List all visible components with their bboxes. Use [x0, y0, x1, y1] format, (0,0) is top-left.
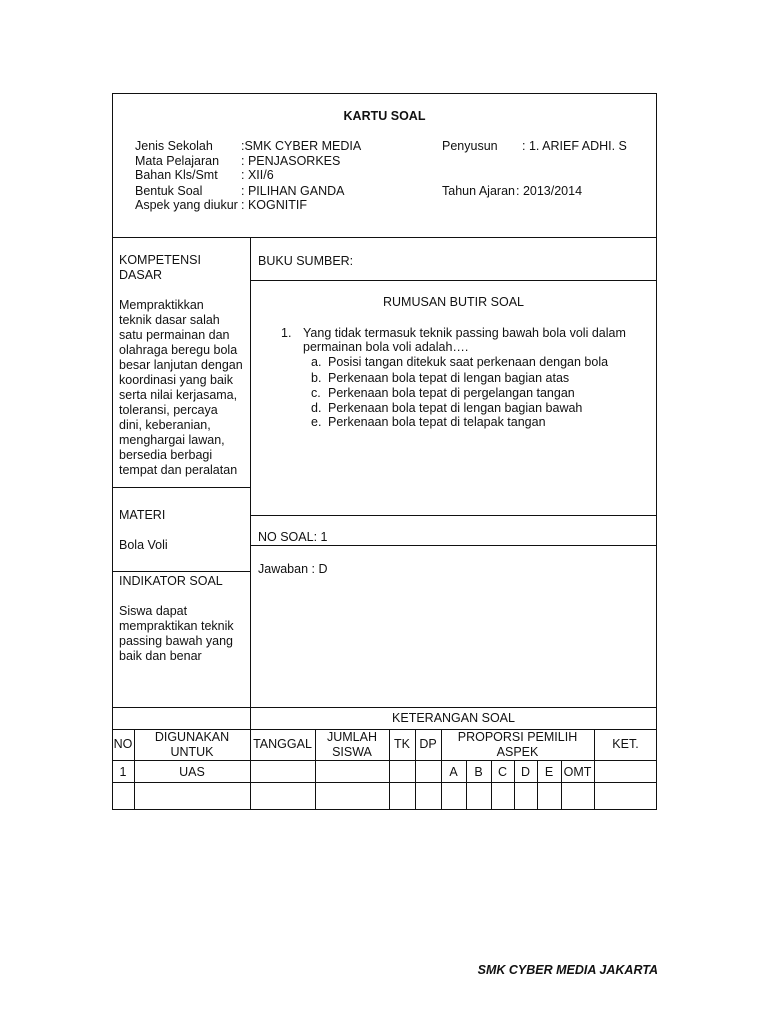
kompetensi-line: serta nilai kerjasama,	[119, 388, 238, 402]
kompetensi-line: toleransi, percaya	[119, 403, 218, 417]
bentuk-soal-value: : PILIHAN GANDA	[241, 184, 345, 198]
question-line-2: permainan bola voli adalah….	[303, 340, 469, 354]
col-tk-header: TK	[394, 737, 410, 751]
table-row2-top	[112, 782, 657, 783]
divider-buku-sumber	[250, 280, 657, 281]
col-jumlah-header-2: SISWA	[332, 745, 372, 759]
kompetensi-line: tempat dan peralatan	[119, 463, 238, 477]
opt-a-header: A	[449, 765, 458, 779]
penyusun-value: : 1. ARIEF ADHI. S	[522, 139, 627, 153]
bentuk-soal-label: Bentuk Soal	[135, 184, 203, 198]
row-digunakan: UAS	[179, 765, 205, 779]
opt-b-header: B	[474, 765, 483, 779]
kompetensi-heading-1: KOMPETENSI	[119, 253, 201, 267]
materi-value: Bola Voli	[119, 538, 168, 552]
option-text-a: Posisi tangan ditekuk saat perkenaan dengan bola	[328, 355, 609, 369]
divider-kompetensi	[112, 487, 250, 488]
table-proporsi-line	[441, 760, 594, 761]
tahun-ajaran-value: : 2013/2014	[516, 184, 583, 198]
tahun-ajaran-label: Tahun Ajaran	[442, 184, 515, 198]
footer-school-name: SMK CYBER MEDIA JAKARTA	[477, 963, 658, 977]
question-number: 1.	[281, 326, 292, 340]
col-digunakan-header-1: DIGUNAKAN	[154, 730, 230, 744]
aspek-value: : KOGNITIF	[241, 198, 307, 212]
bahan-label: Bahan Kls/Smt	[135, 168, 218, 182]
kompetensi-line: olahraga beregu bola	[119, 343, 238, 357]
opt-c-header: C	[497, 765, 508, 779]
kompetensi-line: menghargai lawan,	[119, 433, 225, 447]
opt-d-header: D	[520, 765, 531, 779]
aspek-label: Aspek yang diukur	[135, 198, 238, 212]
divider-materi	[112, 571, 250, 572]
kompetensi-line: besar lanjutan dengan	[119, 358, 243, 372]
indikator-line: mempraktikan teknik	[119, 619, 234, 633]
card-title: KARTU SOAL	[343, 109, 426, 123]
option-text-c: Perkenaan bola tepat di pergelangan tangan	[328, 386, 575, 400]
table-top-line	[112, 707, 657, 708]
mata-pelajaran-label: Mata Pelajaran	[135, 154, 220, 168]
indikator-line: baik dan benar	[119, 649, 202, 663]
question-line-1: Yang tidak termasuk teknik passing bawah bola voli dalam	[303, 326, 626, 340]
option-text-b: Perkenaan bola tepat di lengan bagian atas	[328, 371, 570, 385]
col-dp-header: DP	[419, 737, 437, 751]
col-jumlah-header-1: JUMLAH	[326, 730, 377, 744]
kompetensi-line: dini, keberanian,	[119, 418, 211, 432]
rumusan-heading: RUMUSAN BUTIR SOAL	[383, 295, 524, 309]
indikator-line: passing bawah yang	[119, 634, 233, 648]
col-no-header: NO	[113, 737, 133, 751]
col-digunakan-header-2: UNTUK	[170, 745, 214, 759]
mata-pelajaran-value: : PENJASORKES	[241, 154, 341, 168]
jenis-sekolah-label: Jenis Sekolah	[135, 139, 213, 153]
buku-sumber-label: BUKU SUMBER:	[258, 254, 354, 268]
col-proporsi-header-1: PROPORSI PEMILIH	[457, 730, 578, 744]
penyusun-label: Penyusun	[442, 139, 498, 153]
row-no: 1	[119, 765, 127, 779]
option-letter-c: c.	[311, 386, 321, 400]
materi-heading: MATERI	[119, 508, 166, 522]
option-letter-d: d.	[311, 401, 322, 415]
no-soal-label: NO SOAL: 1	[258, 530, 328, 544]
col-ket-header: KET.	[612, 737, 639, 751]
indikator-heading: INDIKATOR SOAL	[119, 574, 223, 588]
kompetensi-line: teknik dasar salah	[119, 313, 220, 327]
table-row1-top-ket	[594, 760, 657, 761]
col-proporsi-header-2: ASPEK	[496, 745, 539, 759]
option-letter-a: a.	[311, 355, 322, 369]
indikator-line: Siswa dapat	[119, 604, 188, 618]
jawaban-label: Jawaban : D	[258, 562, 328, 576]
opt-e-header: E	[544, 765, 554, 779]
divider-no-soal-top	[250, 515, 657, 516]
kompetensi-heading-2: DASAR	[119, 268, 163, 282]
jenis-sekolah-value: :SMK CYBER MEDIA	[241, 139, 362, 153]
kompetensi-line: koordinasi yang baik	[119, 373, 233, 387]
kompetensi-line: Mempraktikkan	[119, 298, 204, 312]
option-letter-e: e.	[311, 415, 322, 429]
divider-no-soal-bottom	[250, 545, 657, 546]
divider-header	[112, 237, 657, 238]
option-letter-b: b.	[311, 371, 322, 385]
option-text-d: Perkenaan bola tepat di lengan bagian bawah	[328, 401, 583, 415]
bahan-value: : XII/6	[241, 168, 274, 182]
keterangan-heading: KETERANGAN SOAL	[392, 711, 515, 725]
kompetensi-line: satu permainan dan	[119, 328, 230, 342]
option-text-e: Perkenaan bola tepat di telapak tangan	[328, 415, 546, 429]
table-row1-top	[112, 760, 441, 761]
col-tanggal-header: TANGGAL	[253, 737, 312, 751]
kompetensi-line: bersedia berbagi	[119, 448, 213, 462]
opt-omt-header: OMT	[563, 765, 592, 779]
